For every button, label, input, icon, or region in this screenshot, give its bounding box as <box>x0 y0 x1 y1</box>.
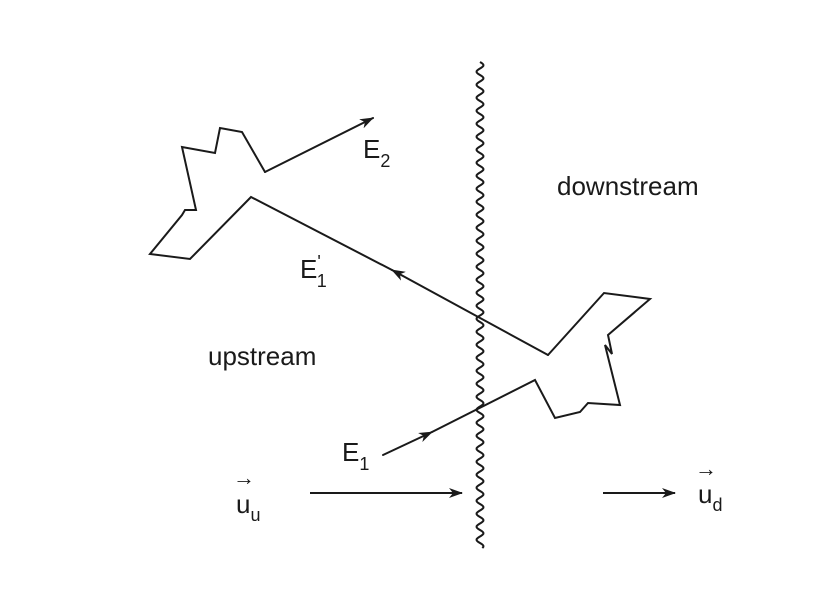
e2-subscript: 2 <box>380 151 391 171</box>
particle-path-crossing-downstream <box>432 293 650 432</box>
e1-base: E <box>342 437 360 467</box>
e1-prime-base: E <box>300 254 318 284</box>
particle-path-e2 <box>265 118 373 172</box>
shock-front <box>477 62 484 548</box>
e1-label <box>342 437 369 474</box>
particle-path-e1-prime-return <box>150 128 392 270</box>
e1-prime-mark: ' <box>317 252 321 272</box>
e2-base: E <box>363 134 381 164</box>
e1-subscript: 1 <box>359 454 370 474</box>
downstream-label: downstream <box>557 171 699 201</box>
e1-prime-label <box>300 252 327 291</box>
e2-label <box>363 134 390 171</box>
u-downstream-base: u <box>698 479 713 509</box>
particle-path-e1-prime-start <box>392 270 548 355</box>
u-upstream-subscript: u <box>250 505 261 525</box>
particle-path-e1 <box>383 432 432 455</box>
u-upstream-base: u <box>236 489 251 519</box>
u-upstream-label <box>236 489 260 525</box>
u-downstream-subscript: d <box>712 495 723 515</box>
e1-prime-subscript: 1 <box>316 271 327 291</box>
u-downstream-label <box>698 479 722 515</box>
u-upstream-vector-arrow: → <box>233 465 255 490</box>
u-downstream-vector-arrow: → <box>695 456 717 481</box>
upstream-label: upstream <box>208 341 317 371</box>
